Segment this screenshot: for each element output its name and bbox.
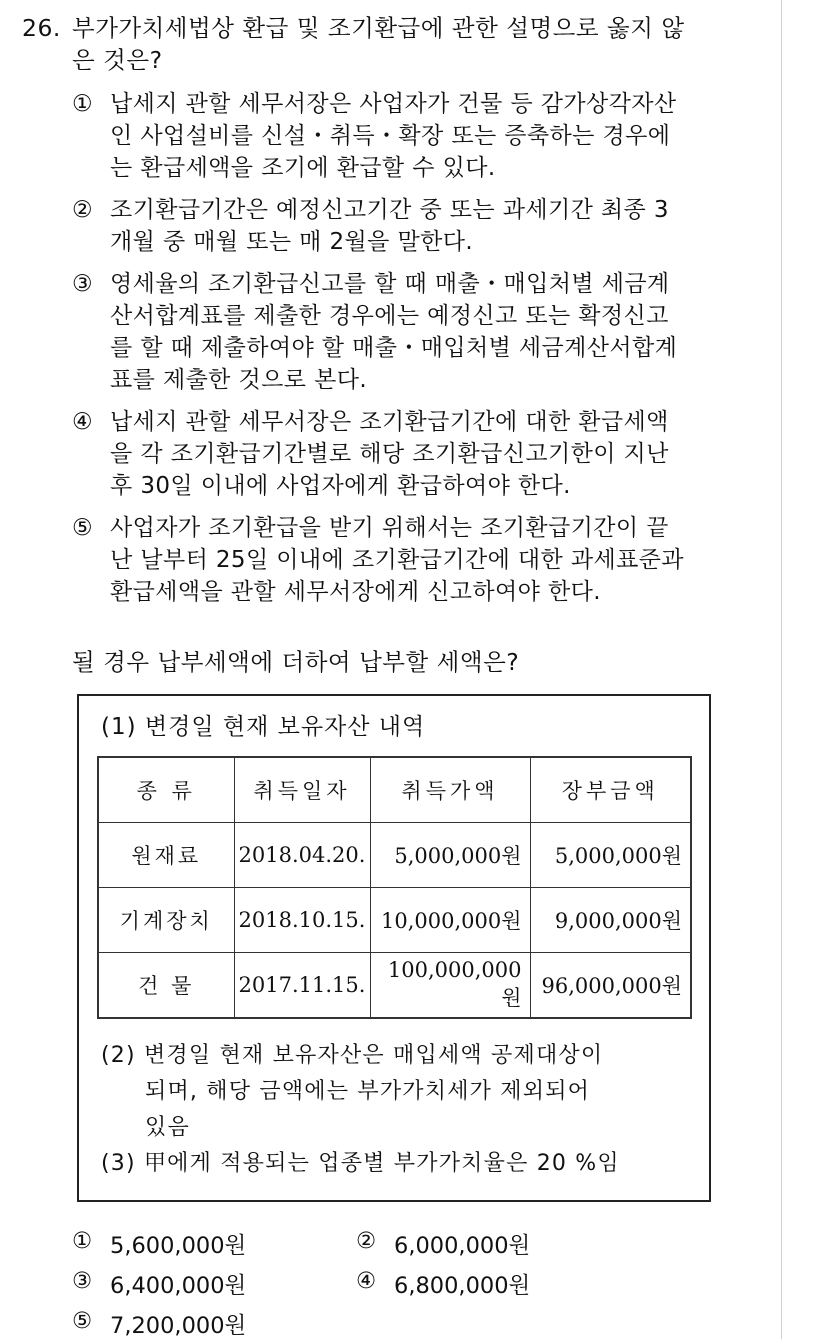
- table-cell: 2018.04.20.: [234, 823, 370, 888]
- note-2-line3: 있음: [145, 1115, 190, 1140]
- answer-option-2[interactable]: [356, 1228, 640, 1260]
- answer-option-1[interactable]: [72, 1228, 356, 1260]
- table-header-cell: 취득가액: [370, 757, 530, 823]
- choice-mark: ①: [72, 91, 94, 117]
- choice-text-line: 는 환급세액을 조기에 환급할 수 있다.: [110, 155, 496, 181]
- answer-option-3[interactable]: [72, 1268, 356, 1300]
- table-cell: 10,000,000원: [370, 888, 530, 953]
- table-cell: 원재료: [98, 823, 234, 888]
- choice-text-line: 를 할 때 제출하여야 할 매출・매입처별 세금계산서합계: [110, 335, 678, 361]
- table-cell: 건 물: [98, 953, 234, 1019]
- choice-text-line: 을 각 조기환급기간별로 해당 조기환급신고기한이 지난: [110, 441, 669, 467]
- answer-option-5[interactable]: [72, 1308, 356, 1340]
- table-cell: 96,000,000원: [530, 953, 691, 1019]
- choice-4[interactable]: [72, 406, 762, 502]
- table-header-cell: 종 류: [98, 757, 234, 823]
- table-header-row: [98, 757, 691, 823]
- choice-mark: ②: [72, 197, 94, 223]
- answer-text: 6,400,000원: [110, 1273, 247, 1299]
- choice-text-line: 후 30일 이내에 사업자에게 환급하여야 한다.: [110, 473, 571, 499]
- question-stem-line1: 부가가치세법상 환급 및 조기환급에 관한 설명으로 옳지 않: [72, 14, 685, 42]
- choice-text-line: 조기환급기간은 예정신고기간 중 또는 과세기간 최종 3: [110, 197, 669, 223]
- note-2-line1: (2) 변경일 현재 보유자산은 매입세액 공제대상이: [101, 1043, 604, 1068]
- table-cell: 9,000,000원: [530, 888, 691, 953]
- given-conditions-box: [77, 694, 711, 1202]
- choice-text-line: 영세율의 조기환급신고를 할 때 매출・매입처별 세금계: [110, 271, 670, 297]
- answer-mark: ⑤: [72, 1308, 93, 1334]
- choice-5[interactable]: [72, 512, 762, 608]
- choice-text-line: 납세지 관할 세무서장은 사업자가 건물 등 감가상각자산: [110, 91, 677, 117]
- answer-mark: ③: [72, 1268, 93, 1294]
- table-cell: 5,000,000원: [530, 823, 691, 888]
- choice-1[interactable]: [72, 88, 762, 184]
- answer-mark: ②: [356, 1228, 377, 1254]
- table-cell: 100,000,000원: [370, 953, 530, 1019]
- table-cell: 2018.10.15.: [234, 888, 370, 953]
- table-cell: 기계장치: [98, 888, 234, 953]
- note-3: (3) 甲에게 적용되는 업종별 부가가치율은 20 %임: [101, 1151, 620, 1176]
- choice-text-line: 사업자가 조기환급을 받기 위해서는 조기환급기간이 끝: [110, 515, 669, 541]
- choice-mark: ③: [72, 271, 94, 297]
- answer-mark: ④: [356, 1268, 377, 1294]
- table-cell: 5,000,000원: [370, 823, 530, 888]
- answer-text: 7,200,000원: [110, 1313, 247, 1339]
- page-right-rule: [781, 0, 782, 1339]
- choice-2[interactable]: [72, 194, 762, 258]
- question-stem-line2: 은 것은?: [72, 46, 163, 74]
- answer-option-4[interactable]: [356, 1268, 640, 1300]
- question-number: 26.: [22, 14, 61, 42]
- choice-text-line: 표를 제출한 것으로 본다.: [110, 367, 368, 393]
- table-header-cell: 장부금액: [530, 757, 691, 823]
- question-26-stem: [22, 12, 762, 76]
- choice-3[interactable]: [72, 268, 762, 396]
- choice-mark: ⑤: [72, 515, 94, 541]
- choice-mark: ④: [72, 409, 94, 435]
- assets-table: [97, 756, 692, 1019]
- table-cell: 2017.11.15.: [234, 953, 370, 1019]
- box-notes: [101, 1038, 701, 1182]
- answer-mark: ①: [72, 1228, 93, 1254]
- box-heading: (1) 변경일 현재 보유자산 내역: [101, 714, 426, 740]
- table-row: [98, 823, 691, 888]
- answer-text: 6,800,000원: [394, 1273, 531, 1299]
- answer-text: 5,600,000원: [110, 1233, 247, 1259]
- answer-text: 6,000,000원: [394, 1233, 531, 1259]
- table-header-cell: 취득일자: [234, 757, 370, 823]
- table-row: [98, 953, 691, 1019]
- choice-text-line: 납세지 관할 세무서장은 조기환급기간에 대한 환급세액: [110, 409, 669, 435]
- table-row: [98, 888, 691, 953]
- note-2-line2: 되며, 해당 금액에는 부가가치세가 제외되어: [145, 1079, 591, 1104]
- question-26-choices: [72, 88, 762, 618]
- choice-text-line: 산서합계표를 제출한 경우에는 예정신고 또는 확정신고: [110, 303, 669, 329]
- choice-text-line: 환급세액을 관할 세무서장에게 신고하여야 한다.: [110, 579, 601, 605]
- choice-text-line: 개월 중 매월 또는 매 2월을 말한다.: [110, 229, 474, 255]
- answer-options: [72, 1224, 672, 1344]
- choice-text-line: 인 사업설비를 신설・취득・확장 또는 증축하는 경우에: [110, 123, 671, 149]
- question-2-stem: 될 경우 납부세액에 더하여 납부할 세액은?: [72, 648, 520, 676]
- choice-text-line: 난 날부터 25일 이내에 조기환급기간에 대한 과세표준과: [110, 547, 684, 573]
